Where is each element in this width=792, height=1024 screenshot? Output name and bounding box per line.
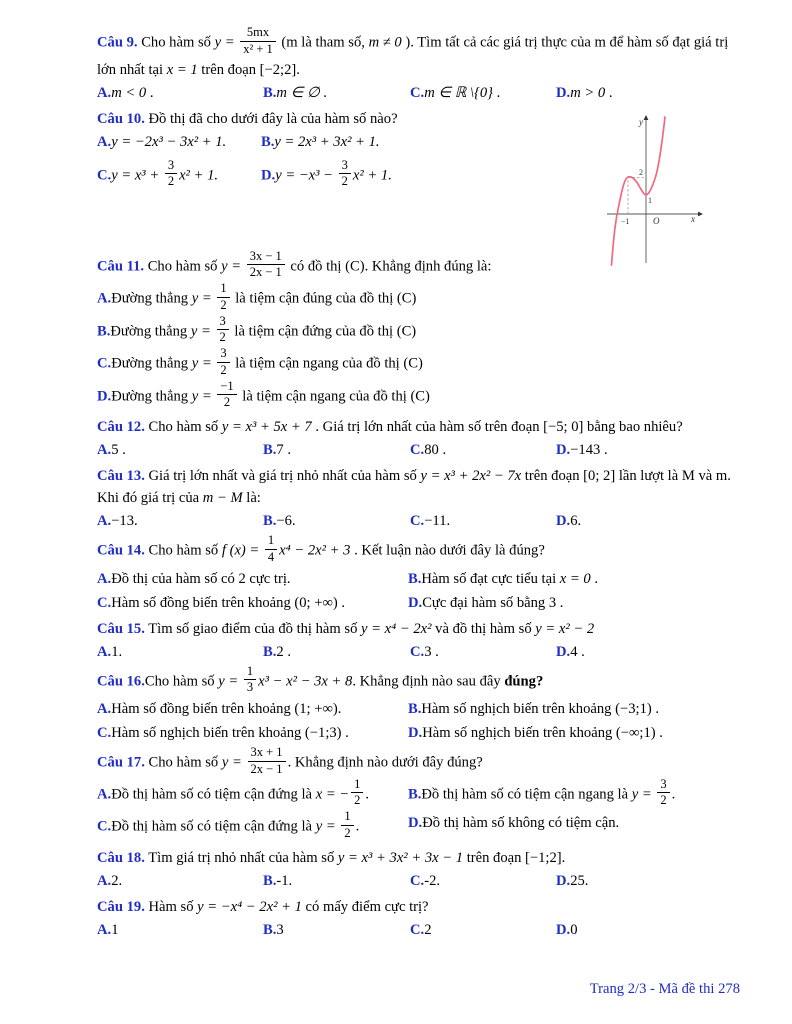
- fraction-numerator: 5mx: [240, 26, 276, 42]
- option-b: [263, 82, 410, 104]
- text-segment: x⁴ − 2x² + 3: [279, 542, 351, 559]
- option-d: [408, 722, 741, 744]
- footer-text: Trang 2/3 - Mã đề thi 278: [589, 981, 740, 997]
- option-a: [97, 641, 263, 663]
- option-letter: A.: [97, 570, 112, 587]
- fraction-denominator: 2x − 1: [249, 265, 282, 280]
- text-segment: . Khẳng định nào sau đây: [352, 673, 505, 690]
- answer-options: [97, 641, 741, 663]
- text-segment: f (x) =: [221, 542, 263, 559]
- option-letter: C.: [97, 167, 112, 184]
- fraction: [248, 746, 286, 777]
- function-graph: [599, 113, 717, 273]
- fraction-denominator: 3: [246, 680, 254, 695]
- text-segment: m ∈ ∅: [276, 84, 320, 101]
- fraction-numerator: 1: [265, 534, 277, 550]
- text-segment: x = 1: [166, 61, 198, 78]
- text-segment: là tiệm cận đúng của đồ thị (C): [231, 290, 417, 307]
- option-b: [263, 510, 410, 532]
- text-segment: Đồ thị hàm số không có tiệm cận.: [422, 815, 620, 831]
- text-segment: Đồ thị của hàm số có 2 cực trị.: [111, 570, 291, 587]
- option-c: [97, 592, 408, 614]
- text-segment: y =: [218, 673, 242, 690]
- fraction-numerator: 3x + 1: [248, 746, 286, 762]
- text-segment: m < 0: [111, 84, 147, 101]
- text-segment: là:: [242, 490, 261, 506]
- fraction-numerator: 1: [244, 665, 256, 681]
- text-segment: x² + 1.: [352, 167, 392, 184]
- text-segment: .: [605, 84, 613, 101]
- answer-options: [97, 568, 741, 614]
- text-segment: Tìm số giao điểm của đồ thị hàm số: [144, 620, 362, 637]
- text-segment: Cho hàm số: [144, 258, 222, 275]
- option-letter: A.: [97, 701, 112, 717]
- question-number: Câu 10.: [97, 110, 145, 127]
- text-segment: −13.: [111, 513, 138, 529]
- option-letter: C.: [410, 84, 425, 101]
- text-segment: có đồ thị (C). Khẳng định đúng là:: [286, 258, 492, 275]
- text-segment: y =: [214, 34, 239, 51]
- text-segment: .: [146, 84, 154, 101]
- option-d: [97, 378, 741, 413]
- option-letter: D.: [97, 388, 112, 405]
- text-segment: y = x² − 2: [535, 620, 595, 637]
- text-segment: m > 0: [570, 84, 606, 101]
- text-segment: Đồ thị đã cho dưới đây là của hàm số nào?: [144, 110, 398, 127]
- fraction-denominator: 2: [223, 395, 231, 410]
- question-text: [97, 618, 741, 640]
- text-segment: Cho hàm số: [144, 673, 219, 690]
- fraction-denominator: 2x − 1: [250, 761, 283, 776]
- text-segment: y =: [315, 818, 340, 835]
- option-b: [263, 641, 410, 663]
- fraction-numerator: 3: [217, 347, 229, 363]
- text-segment: 1: [111, 921, 119, 938]
- option-letter: A.: [97, 786, 112, 803]
- option-letter: D.: [556, 921, 571, 938]
- text-segment: m ∈ ℝ \{0}: [424, 84, 493, 101]
- text-segment: Cho hàm số: [137, 34, 215, 51]
- text-segment: Hàm số đạt cực tiểu tại: [421, 570, 560, 587]
- text-segment: 2: [424, 921, 432, 938]
- option-b: [408, 568, 741, 590]
- text-segment: y = −x⁴ − 2x² + 1: [197, 898, 302, 915]
- option-letter: C.: [410, 921, 425, 938]
- option-letter: D.: [556, 442, 571, 458]
- text-segment: trên đoạn [0; 2] lần lượt là M và m. Khi đó giá trị của: [97, 468, 731, 506]
- text-segment: Hàm số nghịch biến trên khoảng (−∞;1) .: [422, 725, 663, 741]
- option-letter: B.: [408, 701, 422, 717]
- x-axis-label: x: [691, 214, 695, 224]
- text-segment: y =: [191, 355, 216, 372]
- option-letter: C.: [97, 725, 112, 741]
- option-letter: B.: [263, 442, 277, 458]
- answer-options: [97, 776, 741, 843]
- question-text: [97, 847, 741, 869]
- fraction-denominator: 2: [341, 174, 348, 189]
- y-2-label: 2: [639, 168, 643, 177]
- text-segment: 80 .: [424, 442, 447, 458]
- text-segment: Đồ thị hàm số có tiệm cận đứng là: [111, 786, 316, 803]
- question-text: [97, 465, 741, 509]
- option-b: [263, 870, 410, 892]
- option-d: [556, 82, 741, 104]
- text-segment: y =: [190, 323, 215, 340]
- text-segment: và đồ thị hàm số: [431, 620, 536, 637]
- fraction: [339, 159, 351, 190]
- fraction: [217, 347, 229, 378]
- fraction-denominator: 2: [660, 793, 667, 808]
- fraction: [657, 778, 669, 809]
- text-segment: 0: [570, 921, 578, 938]
- answer-options: [97, 82, 741, 104]
- fraction-numerator: −1: [217, 380, 236, 396]
- fraction-denominator: 2: [167, 174, 175, 189]
- text-segment: Tìm giá trị nhỏ nhất của hàm số: [144, 849, 338, 866]
- option-letter: A.: [97, 643, 112, 660]
- option-b: [263, 919, 410, 941]
- question-cau-19: [97, 896, 741, 941]
- question-text: [97, 533, 741, 567]
- text-segment: 4 .: [570, 643, 585, 660]
- fraction-denominator: 2: [219, 330, 226, 345]
- text-segment: 3 .: [424, 643, 439, 660]
- text-segment: Hàm số đồng biến trên khoảng (0; +∞) .: [111, 594, 346, 611]
- question-cau-9: [97, 25, 741, 104]
- y-1-label: 1: [648, 196, 652, 205]
- text-segment: . Giá trị lớn nhất của hàm số trên đoạn [−5; 0] bằng bao nhiêu?: [311, 419, 683, 435]
- text-segment: Cho hàm số: [144, 419, 222, 435]
- text-segment: đúng?: [504, 673, 544, 690]
- option-letter: B.: [97, 323, 111, 340]
- option-d: [556, 870, 741, 892]
- text-segment: 1.: [111, 643, 123, 660]
- text-segment: Đường thẳng: [110, 323, 191, 340]
- text-segment: Cực đại hàm số bằng 3 .: [422, 594, 564, 611]
- text-segment: (m là tham số,: [277, 34, 369, 51]
- option-a: [97, 870, 263, 892]
- option-letter: D.: [408, 725, 423, 741]
- fraction: [217, 380, 236, 411]
- fraction-numerator: 3: [339, 159, 351, 175]
- text-segment: Đường thẳng: [111, 388, 192, 405]
- option-c: [410, 870, 556, 892]
- text-segment: Hàm số: [144, 898, 198, 915]
- page-footer: [590, 978, 740, 1000]
- text-segment: -1.: [276, 872, 293, 889]
- text-segment: là tiệm cận ngang của đồ thị (C): [238, 388, 430, 405]
- text-segment: Cho hàm số: [144, 754, 222, 771]
- option-letter: B.: [408, 570, 422, 587]
- question-number: Câu 18.: [97, 849, 145, 866]
- fraction-denominator: 2: [344, 825, 351, 840]
- text-segment: y = −x³ −: [275, 167, 337, 184]
- text-segment: m ≠ 0: [368, 34, 402, 51]
- question-text: [97, 663, 741, 698]
- question-number: Câu 11.: [97, 258, 145, 275]
- option-b: [263, 439, 410, 461]
- option-letter: B.: [263, 84, 277, 101]
- question-number: Câu 13.: [97, 468, 145, 484]
- text-segment: y = −2x³ − 3x² + 1.: [111, 133, 227, 150]
- option-c: [410, 919, 556, 941]
- option-letter: C.: [97, 594, 112, 611]
- option-letter: A.: [97, 84, 112, 101]
- question-cau-17: [97, 745, 741, 843]
- text-segment: 5 .: [111, 442, 126, 458]
- fraction: [265, 534, 277, 565]
- option-c: [410, 510, 556, 532]
- fraction-numerator: 3x − 1: [247, 250, 285, 266]
- fraction: [341, 810, 353, 841]
- question-cau-12: [97, 416, 741, 461]
- text-segment: có mấy điểm cực trị?: [301, 898, 429, 915]
- text-segment: −11.: [424, 513, 451, 529]
- text-segment: m − M: [202, 490, 243, 506]
- text-segment: ). Tìm tất cả các giá trị thực của m để hàm số đạt giá trị lớn nhất tại: [97, 34, 729, 78]
- option-letter: B.: [408, 786, 422, 803]
- option-letter: D.: [556, 513, 571, 529]
- text-segment: .: [319, 84, 327, 101]
- option-letter: D.: [408, 594, 423, 611]
- option-b: [408, 776, 741, 811]
- option-letter: D.: [408, 815, 423, 831]
- question-cau-16: [97, 663, 741, 745]
- fraction-numerator: 3: [217, 315, 229, 331]
- text-segment: x³ − x² − 3x + 8: [258, 673, 353, 690]
- text-segment: .: [671, 786, 676, 803]
- option-letter: C.: [97, 818, 112, 835]
- text-segment: trên đoạn [−2;2].: [197, 61, 300, 78]
- text-segment: Cho hàm số: [144, 542, 222, 559]
- option-letter: C.: [410, 643, 425, 660]
- option-a: [97, 82, 263, 104]
- text-segment: . Kết luận nào dưới đây là đúng?: [350, 542, 545, 559]
- option-letter: A.: [97, 513, 112, 529]
- text-segment: là tiệm cận ngang của đồ thị (C): [231, 355, 423, 372]
- option-letter: A.: [97, 921, 112, 938]
- option-c: [410, 439, 556, 461]
- text-segment: 25.: [570, 872, 589, 889]
- option-c: [97, 157, 261, 192]
- text-segment: là tiệm cận đứng của đồ thị (C): [230, 323, 417, 340]
- question-cau-18: [97, 847, 741, 892]
- option-letter: B.: [263, 643, 277, 660]
- question-number: Câu 16.: [97, 673, 145, 690]
- option-letter: D.: [556, 84, 571, 101]
- option-letter: C.: [410, 513, 425, 529]
- fraction-numerator: 3: [165, 159, 177, 175]
- question-cau-14: [97, 533, 741, 614]
- option-a: [97, 568, 408, 590]
- text-segment: trên đoạn [−1;2].: [463, 849, 566, 866]
- option-letter: C.: [410, 442, 425, 458]
- option-d: [556, 641, 741, 663]
- fraction: [165, 159, 177, 190]
- answer-options: [97, 439, 741, 461]
- option-letter: D.: [556, 872, 571, 889]
- text-segment: 2 .: [276, 643, 291, 660]
- text-segment: .: [492, 84, 501, 101]
- option-d: [408, 812, 741, 843]
- option-c: [97, 346, 741, 380]
- text-segment: Đường thẳng: [111, 290, 192, 307]
- text-segment: .: [590, 570, 599, 587]
- question-number: Câu 9.: [97, 34, 138, 51]
- option-letter: B.: [263, 872, 277, 889]
- fraction-numerator: 3: [657, 778, 669, 794]
- text-segment: x² + 1.: [179, 167, 219, 184]
- option-a: [97, 698, 408, 720]
- option-d: [408, 592, 741, 614]
- option-letter: D.: [556, 643, 571, 660]
- question-number: Câu 19.: [97, 898, 145, 915]
- text-segment: −143 .: [570, 442, 608, 458]
- option-d: [556, 919, 741, 941]
- text-segment: −6.: [276, 513, 296, 529]
- option-d: [556, 510, 741, 532]
- text-segment: y =: [191, 290, 216, 307]
- option-a: [97, 776, 408, 811]
- text-segment: y = x³ + 2x² − 7x: [420, 468, 522, 484]
- option-b: [408, 698, 741, 720]
- question-cau-11: [97, 248, 741, 413]
- y-axis-label: y: [639, 117, 643, 127]
- option-a: [97, 510, 263, 532]
- x-neg1-label: −1: [621, 217, 630, 226]
- fraction: [217, 282, 229, 313]
- text-segment: Hàm số nghịch biến trên khoảng (−3;1) .: [421, 701, 660, 717]
- option-a: [97, 281, 741, 315]
- text-segment: 2.: [111, 872, 123, 889]
- answer-options: [97, 870, 741, 892]
- option-letter: B.: [261, 133, 275, 150]
- question-text: [97, 25, 741, 81]
- text-segment: .: [365, 786, 370, 803]
- text-segment: y =: [221, 754, 246, 771]
- text-segment: Giá trị lớn nhất và giá trị nhỏ nhất của hàm số: [144, 468, 421, 484]
- text-segment: .: [355, 818, 360, 835]
- text-segment: x = 0: [559, 570, 591, 587]
- answer-options: [97, 510, 741, 532]
- text-segment: y = x³ + 3x² + 3x − 1: [337, 849, 464, 866]
- question-text: [97, 416, 741, 438]
- question-text: [97, 896, 741, 918]
- option-c: [410, 82, 556, 104]
- option-c: [410, 641, 556, 663]
- text-segment: Đồ thị hàm số có tiệm cận ngang là: [421, 786, 632, 803]
- option-letter: A.: [97, 872, 112, 889]
- text-segment: y = x³ +: [111, 167, 163, 184]
- answer-options: [97, 281, 741, 412]
- option-letter: A.: [97, 442, 112, 458]
- option-letter: C.: [97, 355, 112, 372]
- text-segment: Hàm số nghịch biến trên khoảng (−1;3) .: [111, 725, 349, 741]
- text-segment: 7 .: [276, 442, 291, 458]
- option-c: [97, 722, 408, 744]
- x-axis-arrow-icon: [698, 212, 703, 217]
- question-number: Câu 12.: [97, 419, 145, 435]
- fraction-denominator: 2: [220, 297, 227, 312]
- text-segment: Đường thẳng: [111, 355, 192, 372]
- text-segment: y = x³ + 5x + 7: [221, 419, 312, 435]
- text-segment: y =: [191, 388, 216, 405]
- option-letter: D.: [261, 167, 276, 184]
- option-letter: B.: [263, 921, 277, 938]
- question-number: Câu 17.: [97, 754, 145, 771]
- text-segment: y =: [631, 786, 656, 803]
- fraction: [247, 250, 285, 281]
- option-letter: C.: [410, 872, 425, 889]
- cubic-curve: [612, 117, 666, 265]
- fraction-numerator: 1: [341, 810, 353, 826]
- text-segment: 6.: [570, 513, 582, 529]
- answer-options: [97, 698, 741, 744]
- text-segment: Hàm số đồng biến trên khoảng (1; +∞).: [111, 701, 342, 717]
- option-letter: B.: [263, 513, 277, 529]
- fraction-denominator: 2: [354, 793, 361, 808]
- option-a: [97, 919, 263, 941]
- fraction: [351, 778, 363, 809]
- option-letter: A.: [97, 290, 112, 307]
- text-segment: 3: [276, 921, 284, 938]
- fraction-denominator: x² + 1: [243, 41, 273, 56]
- fraction: [240, 26, 276, 57]
- fraction-numerator: 1: [217, 282, 229, 298]
- question-number: Câu 14.: [97, 542, 145, 559]
- text-segment: . Khẳng định nào dưới đây đúng?: [287, 754, 483, 771]
- text-segment: y =: [221, 258, 245, 275]
- option-a: [97, 131, 261, 153]
- y-axis-arrow-icon: [644, 115, 649, 120]
- text-segment: -2.: [424, 872, 441, 889]
- option-letter: A.: [97, 133, 112, 150]
- text-segment: Đồ thị hàm số có tiệm cận đứng là: [111, 818, 316, 835]
- origin-label: O: [653, 216, 660, 226]
- text-segment: x = −: [315, 786, 350, 803]
- option-c: [97, 809, 408, 843]
- fraction-denominator: 4: [267, 549, 275, 564]
- option-d: [556, 439, 741, 461]
- text-segment: y = 2x³ + 3x² + 1.: [274, 133, 380, 150]
- fraction: [244, 665, 256, 696]
- fraction: [217, 315, 229, 346]
- question-cau-15: [97, 618, 741, 663]
- question-cau-13: [97, 465, 741, 532]
- question-number: Câu 15.: [97, 620, 145, 637]
- answer-options: [97, 919, 741, 941]
- fraction-denominator: 2: [220, 362, 227, 377]
- option-b: [97, 313, 741, 348]
- text-segment: y = x⁴ − 2x²: [361, 620, 432, 637]
- option-a: [97, 439, 263, 461]
- fraction-numerator: 1: [351, 778, 363, 794]
- question-text: [97, 745, 741, 779]
